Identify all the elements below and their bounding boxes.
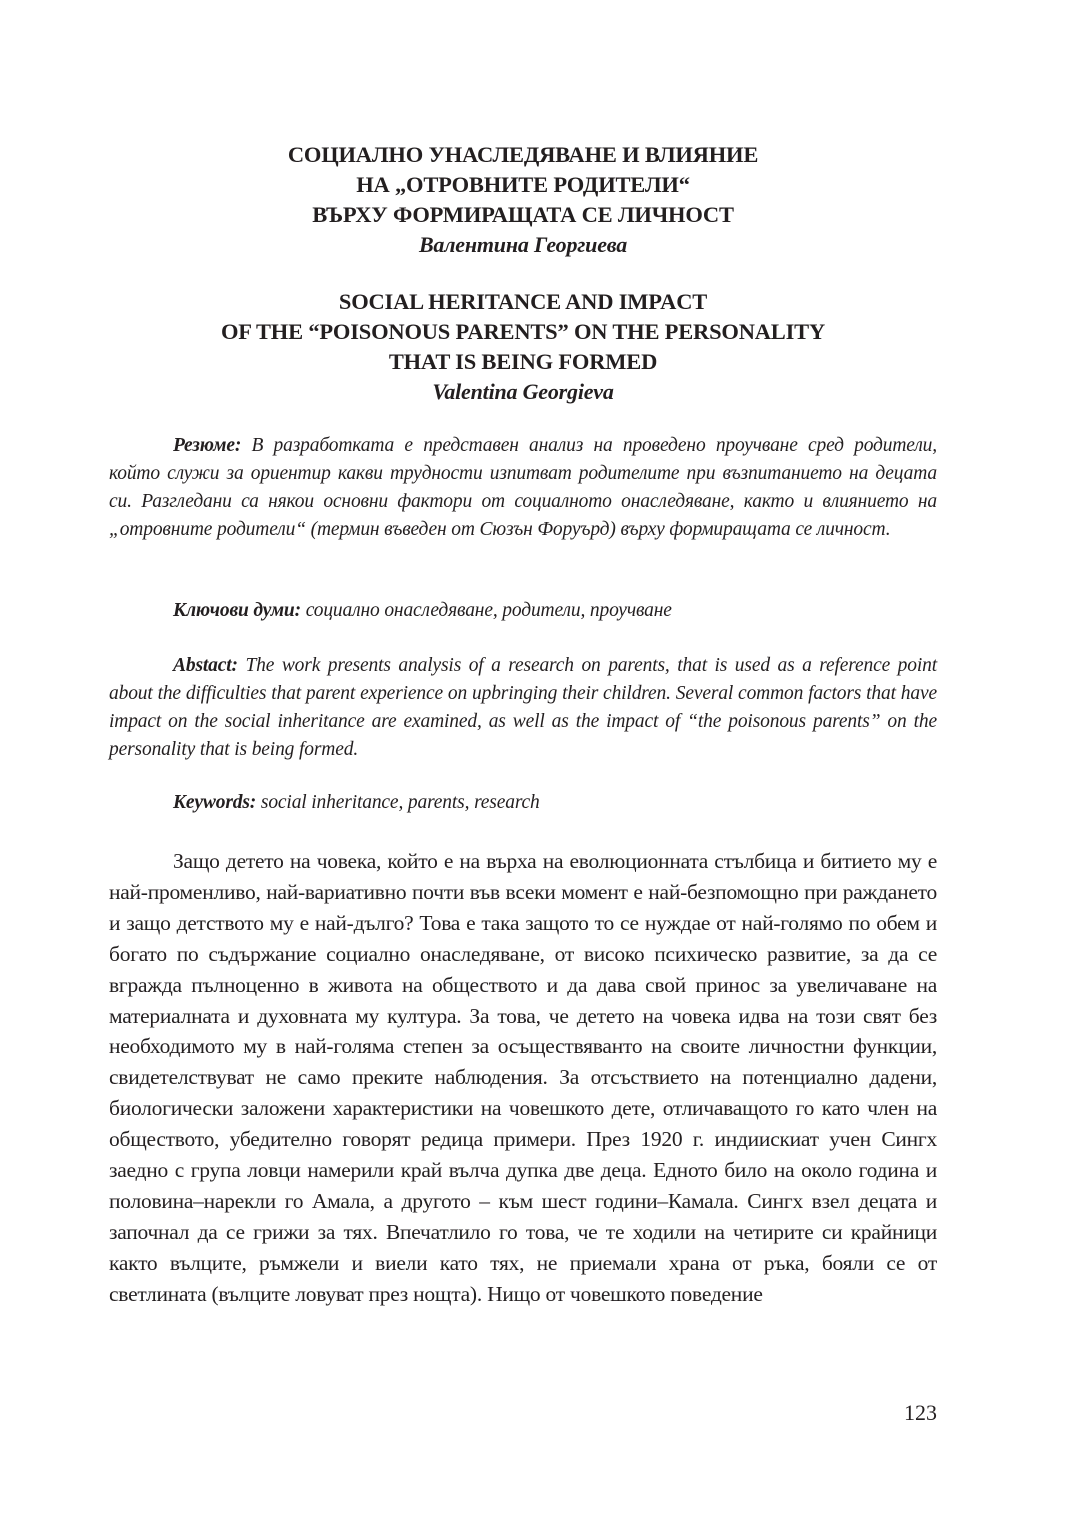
keywords-text: social inheritance, parents, research: [256, 792, 540, 813]
abstract-label: Abstact:: [173, 655, 238, 676]
body-paragraph: Защо детето на човека, който е на върха на еволюционната стълбица и битието му е най-променливо, най-вариативно почти във всеки момент е най-безпомощно при раждането и защо детството му е най-дълго? Това е така защото то се нуждае от най-голямо по обем и богато по съдържание социално онаследяване, от високо психическо развитие, за да се вгражда пълноценно в живота на обществото и да дава свой принос за увеличаване на материалната и духовната му култура. За това, че детето на човека идва на този свят без необходимото му в най-голяма степен за осъществяванто на своите личностни функции, свидетелствуват не само преките наблюдения. За отсъствието на потенциално дадени, биологически заложени характеристики на човешкото дете, отличаващото го като член на обществото, убедително говорят редица примери. През 1920 г. индиискиат учен Сингх заедно с група ловци намерили край вълча дупка две деца. Едното било на около година и половина–нарекли го Амала, а другото – към шест години–Камала. Сингх взел децата и започнал да се грижи за тях. Впечатлило го това, че те ходили на четирите си крайници както вълците, ръмжели и виели като тях, не приемали храна от ръка, бояли се от светлината (вълците ловуват през нощта). Нищо от човешкото поведение: [109, 849, 937, 1306]
title-line: SOCIAL HERITANCE AND IMPACT: [338, 289, 708, 314]
keywords-text: социално онаследяване, родители, проучване: [300, 600, 672, 621]
keywords-label: Keywords:: [173, 792, 257, 813]
abstract-text: The work presents analysis of a research on parents, that is used as a reference point about the difficulties that parent experience on upbringing their children. Several common factors that have impact on the social inheritance are examined, as well as the impact of “the poisonous parents” on the personality that is being formed.: [109, 655, 937, 760]
keywords-bulgarian: [109, 597, 937, 625]
title-line: НА „ОТРОВНИТЕ РОДИТЕЛИ“: [356, 172, 690, 197]
resume-label: Резюме:: [173, 435, 242, 456]
resume-paragraph: [109, 432, 937, 544]
author-name: Валентина Георгиева: [418, 232, 628, 257]
title-line: OF THE “POISONOUS PARENTS” ON THE PERSONALITY: [220, 319, 826, 344]
keywords-label: Ключови думи:: [173, 600, 301, 621]
keywords-english: [109, 789, 937, 817]
body-text: [109, 846, 937, 1310]
resume-text: В разработката е представен анализ на проведено проучване сред родители, който служи за ориентир какви трудности изпитват родителите при възпитанието на децата си. Разгледани са някои основни фактори от социалното онаследяване, както и влиянието на „отровните родители“ (термин въведен от Сюзън Форуърд) върху формиращата се личност.: [109, 435, 937, 540]
page-number: 123: [904, 1400, 937, 1425]
title-bulgarian: [109, 140, 937, 260]
title-line: THAT IS BEING FORMED: [388, 349, 658, 374]
title-line: СОЦИАЛНО УНАСЛЕДЯВАНЕ И ВЛИЯНИЕ: [287, 142, 759, 167]
author-name: Valentina Georgieva: [432, 379, 614, 404]
title-english: [109, 287, 937, 407]
abstract-paragraph: [109, 652, 937, 764]
title-line: ВЪРХУ ФОРМИРАЩАТА СЕ ЛИЧНОСТ: [312, 202, 734, 227]
